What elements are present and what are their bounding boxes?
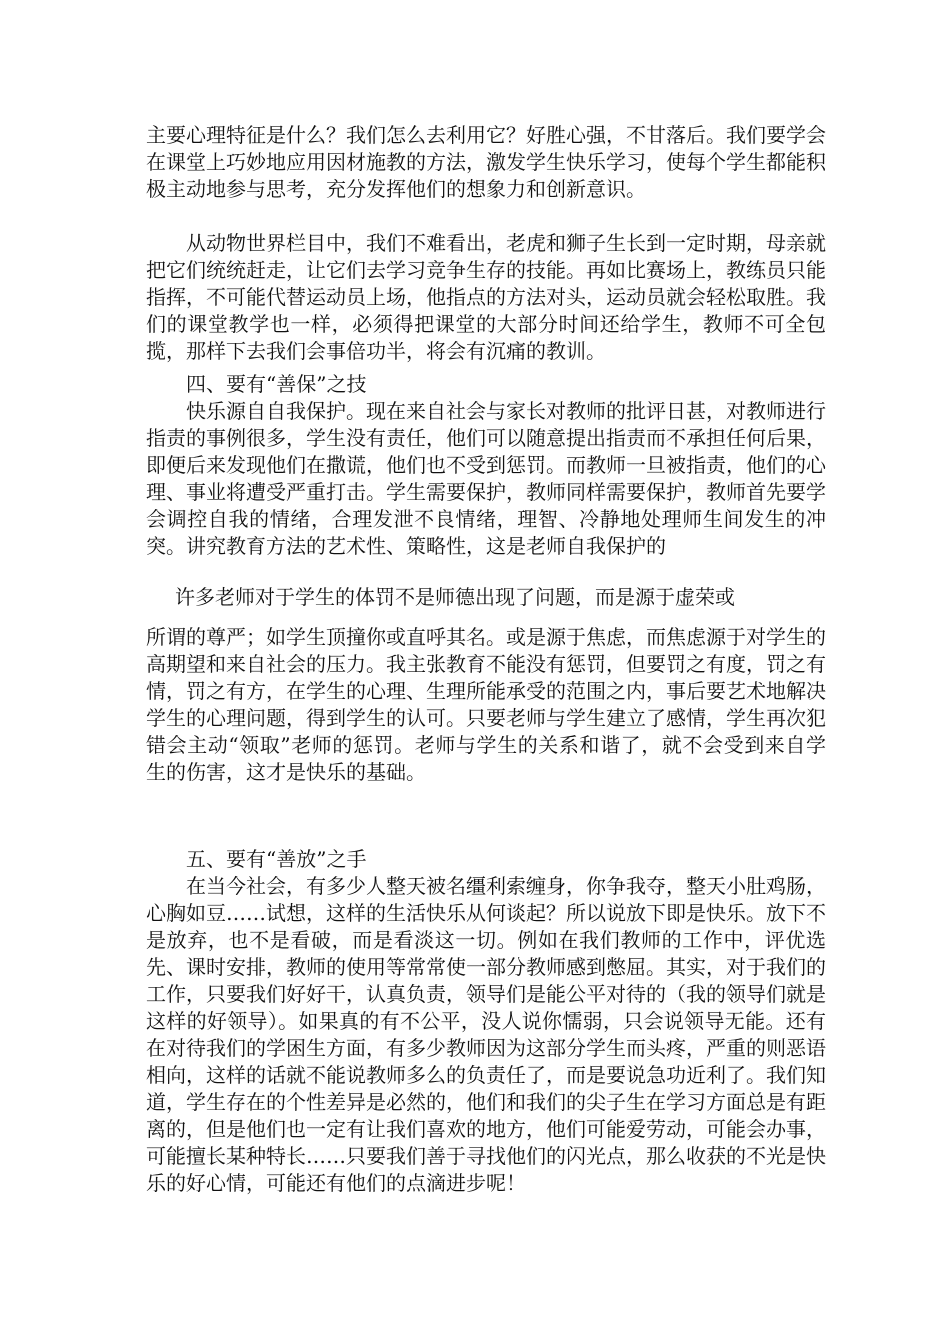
paragraph-3: 快乐源自自我保护。现在来自社会与家长对教师的批评日甚，对教师进行指责的事例很多，学生没有责任，他们可以随意提出指责而不承担任何后果，即便后来发现他们在撒谎，他们也不受到惩罚。而教师一旦被指责，他们的心理、事业将遭受严重打击。学生需要保护，教师同样需要保护，教师首先要学会调控自我的情绪，合理发泄不良情绪，理智、冷静地处理师生间发生的冲突。讲究教育方法的艺术性、策略性，这是老师自我保护的 bbox=[146, 399, 826, 558]
paragraph-4: 许多老师对于学生的体罚不是师德出现了问题，而是源于虚荣或 bbox=[175, 585, 735, 609]
section-heading-4: 四、要有“善保”之技 bbox=[186, 372, 367, 396]
paragraph-5: 所谓的尊严；如学生顶撞你或直呼其名。或是源于焦虑，而焦虑源于对学生的高期望和来自社会的压力。我主张教育不能没有惩罚，但要罚之有度，罚之有情，罚之有方，在学生的心理、生理所能承受的范围之内，事后要艺术地解决学生的心理问题，得到学生的认可。只要老师与学生建立了感情，学生再次犯错会主动“领取”老师的惩罚。老师与学生的关系和谐了，就不会受到来自学生的伤害，这才是快乐的基础。 bbox=[146, 625, 826, 784]
paragraph-1: 主要心理特征是什么？我们怎么去利用它？好胜心强，不甘落后。我们要学会在课堂上巧妙地应用因材施教的方法，激发学生快乐学习，使每个学生都能积极主动地参与思考，充分发挥他们的想象力和创新意识。 bbox=[146, 123, 826, 201]
section-heading-5: 五、要有“善放”之手 bbox=[186, 847, 367, 871]
paragraph-2: 从动物世界栏目中，我们不难看出，老虎和狮子生长到一定时期，母亲就把它们统统赶走，让它们去学习竞争生存的技能。再如比赛场上，教练员只能指挥，不可能代替运动员上场，他指点的方法对头，运动员就会轻松取胜。我们的课堂教学也一样，必须得把课堂的大部分时间还给学生，教师不可全包揽，那样下去我们会事倍功半，将会有沉痛的教训。 bbox=[146, 231, 826, 363]
paragraph-6: 在当今社会，有多少人整天被名缰利索缠身，你争我夺，整天小肚鸡肠，心胸如豆……试想，这样的生活快乐从何谈起？所以说放下即是快乐。放下不是放弃，也不是看破，而是看淡这一切。例如在我们教师的工作中，评优选先、课时安排，教师的使用等常常使一部分教师感到憋屈。其实，对于我们的工作，只要我们好好干，认真负责，领导们是能公平对待的（我的领导们就是这样的好领导）。如果真的有不公平，没人说你懦弱，只会说领导无能。还有在对待我们的学困生方面，有多少教师因为这部分学生而头疼，严重的则恶语相向，这样的话就不能说教师多么的负责任了，而是要说急功近利了。我们知道，学生存在的个性差异是必然的，他们和我们的尖子生在学习方面总是有距离的，但是他们也一定有让我们喜欢的地方，他们可能爱劳动，可能会办事，可能擅长某种特长……只要我们善于寻找他们的闪光点，那么收获的不光是快乐的好心情，可能还有他们的点滴进步呢！ bbox=[146, 874, 826, 1195]
